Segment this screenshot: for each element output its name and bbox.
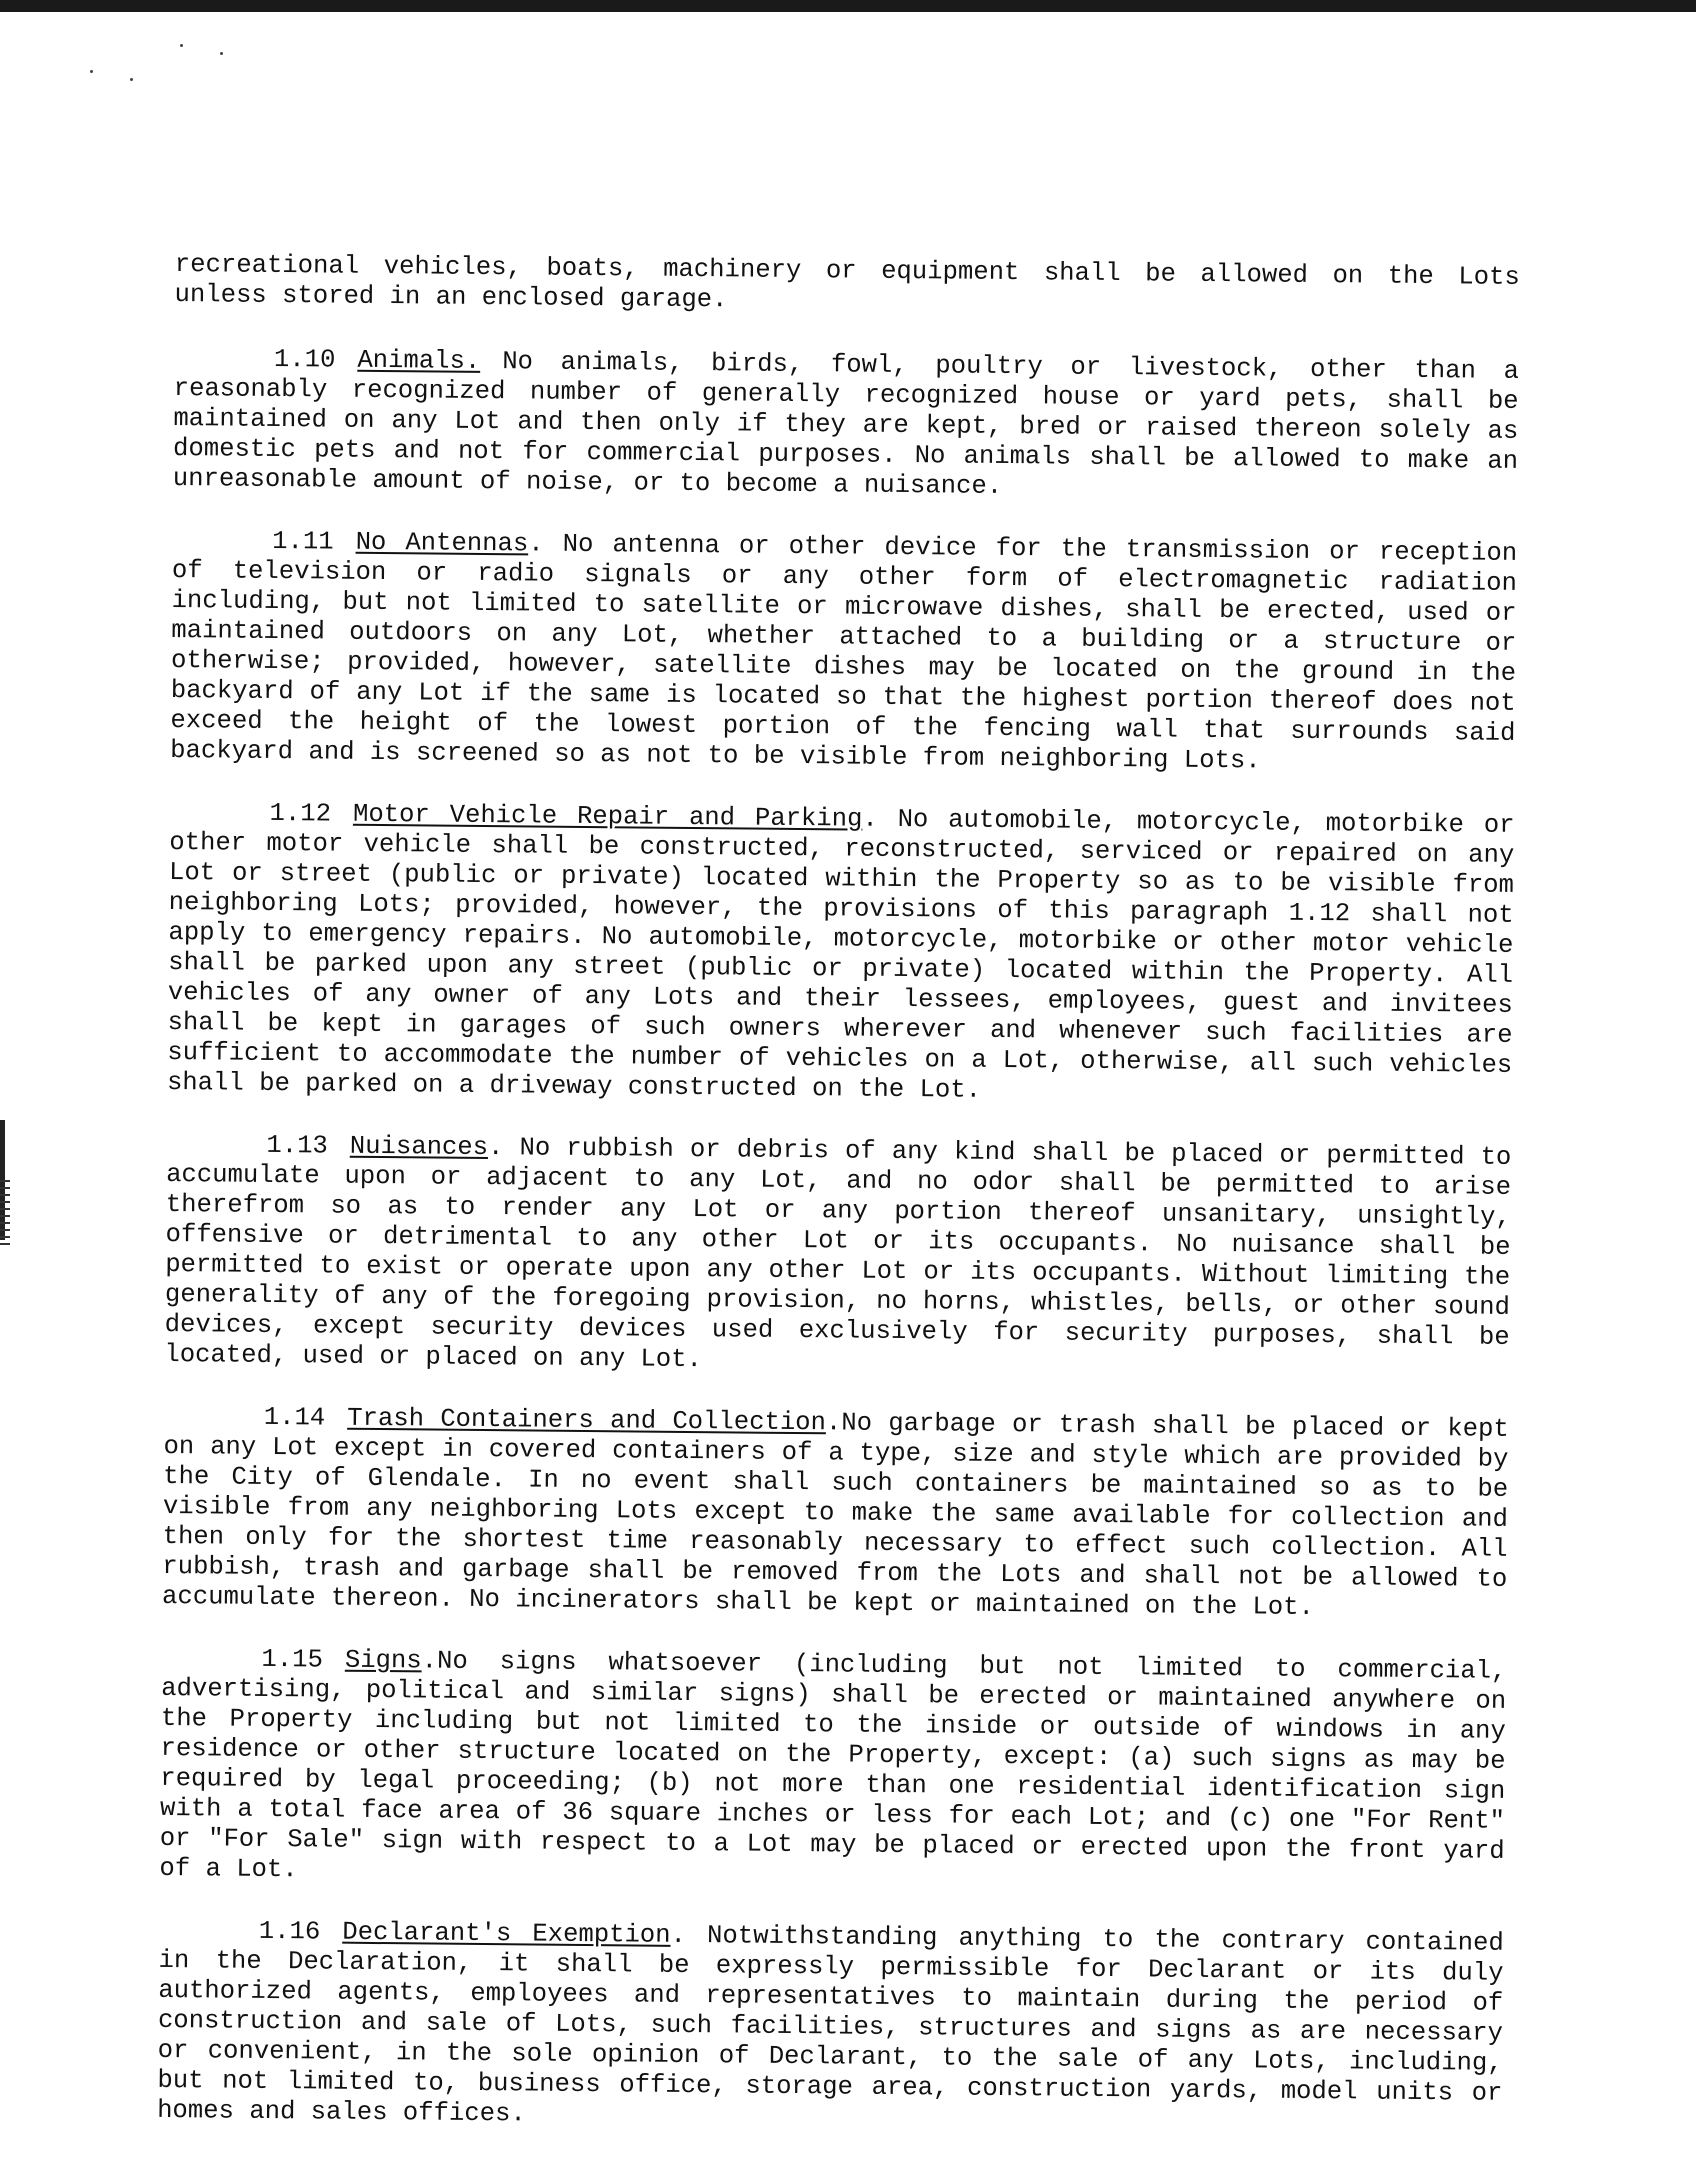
section-body: .No signs whatsoever (including but not limited to commercial, advertising, political and similar signs) shall be erected or maintained anywhere on the Property including but not limited to the inside or outside of windows in any residence or other structure located on the Property, except: (a) such signs as may be required by legal proceeding; (b) not more than one residential identification sign with a total face area of 36 square inches or less for each Lot; and (c) one "For Rent" or "For Sale" sign with respect to a Lot may be placed or erected upon the front yard of a Lot. — [159, 1646, 1507, 1885]
section-heading: Trash Containers and Collection — [347, 1403, 827, 1438]
section-1-10 — [173, 344, 1519, 507]
section-body: No animals, birds, fowl, poultry or livestock, other than a reasonably recognized number of generally recognized house or yard pets, shall be maintained on any Lot and then only if they are kept, bred or raised thereon solely as domestic pets and not for commercial purposes. No animals shall be allowed to make an unreasonable amount of noise, or to become a nuisance. — [172, 347, 1520, 501]
section-body: . No rubbish or debris of any kind shall be placed or permitted to accumulate upon or adjacent to any Lot, and no odor shall be permitted to arise therefrom so as to render any Lot or any portion thereof unsanitary, unsightly, offensive or detrimental to any other Lot or its occupants. No nuisance shall be permitted to exist or operate upon any other Lot or its occupants. Without limiting the generality of any of the foregoing provision, no horns, whistles, bells, or other sound devices, except security devices used exclusively for security purposes, shall be located, used or placed on any Lot. — [164, 1133, 1512, 1375]
section-number: 1.13 — [266, 1130, 328, 1161]
section-1-11 — [170, 526, 1517, 779]
section-body: . No automobile, motorcycle, motorbike or other motor vehicle shall be constructed, reconstructed, serviced or repaired on any Lot or street (public or private) located within the Property so as to be visible from neighboring Lots; provided, however, the provisions of this paragraph 1.12 shall not apply to emergency repairs. No automobile, motorcycle, motorbike or other motor vehicle shall be parked upon any street (public or private) located within the Property. All vehicles of any owner of any Lots and their lessees, employees, guest and invitees shall be kept in garages of such owners wherever and whenever such facilities are sufficient to accommodate the number of vehicles on a Lot, otherwise, all such vehicles shall be parked on a driveway constructed on the Lot. — [166, 804, 1515, 1105]
section-body: .No garbage or trash shall be placed or kept on any Lot except in covered containers of a type, size and style which are provided by the City of Glendale. In no event shall such containers be maintained so as to be visible from any neighboring Lots except to make the same available for collection and then only for the shortest time reasonably necessary to effect such collection. All rubbish, trash and garbage shall be removed from the Lots and shall not be allowed to accumulate thereon. No incinerators shall be kept or maintained on the Lot. — [161, 1408, 1509, 1622]
section-heading: Animals. — [357, 345, 481, 376]
section-1-13 — [164, 1130, 1511, 1383]
section-number: 1.16 — [258, 1916, 321, 1947]
section-number: 1.15 — [261, 1644, 324, 1675]
scan-specks — [80, 40, 250, 100]
section-number: 1.14 — [263, 1402, 326, 1433]
section-body: . Notwithstanding anything to the contrary contained in the Declaration, it shall be expressly permissible for Declarant or its duly authorized agents, employees and representatives to maintain during the period of construction and sale of Lots, such facilities, structures and signs as are necessary or convenient, in the sole opinion of Declarant, to the sale of any Lots, including, but not limited to, business office, storage area, construction yards, model units or homes and sales offices. — [157, 1920, 1504, 2129]
section-number: 1.11 — [272, 526, 334, 557]
section-1-15 — [159, 1644, 1506, 1897]
section-heading: Signs — [344, 1645, 422, 1676]
document-page — [157, 250, 1520, 2171]
scan-margin-marks — [0, 1180, 10, 1250]
section-heading: No Antennas — [355, 527, 529, 559]
section-1-14 — [162, 1402, 1509, 1625]
section-heading: Nuisances — [349, 1131, 489, 1163]
section-number: 1.12 — [269, 798, 332, 829]
section-body: . No antenna or other device for the transmission or reception of television or radio signals or any other form of electromagnetic radiation including, but not limited to satellite or microwave dishes, shall be erected, used or maintained outdoors on any Lot, whether attached to a building or a structure or otherwise; provided, however, satellite dishes may be located on the ground in the backyard of any Lot if the same is located so that the highest portion thereof does not exceed the height of the lowest portion of the fencing wall that surrounds said backyard and is screened so as not to be visible from neighboring Lots. — [170, 529, 1518, 776]
section-heading: Motor Vehicle Repair and Parking — [352, 799, 863, 834]
scan-top-edge — [0, 0, 1696, 12]
section-number: 1.10 — [273, 344, 336, 375]
continuation-paragraph: recreational vehicles, boats, machinery or equipment shall be allowed on the Lots unless stored in an enclosed garage. — [174, 250, 1520, 315]
section-1-16 — [157, 1916, 1504, 2139]
section-1-12 — [167, 798, 1515, 1111]
section-heading: Declarant's Exemption — [342, 1917, 671, 1950]
